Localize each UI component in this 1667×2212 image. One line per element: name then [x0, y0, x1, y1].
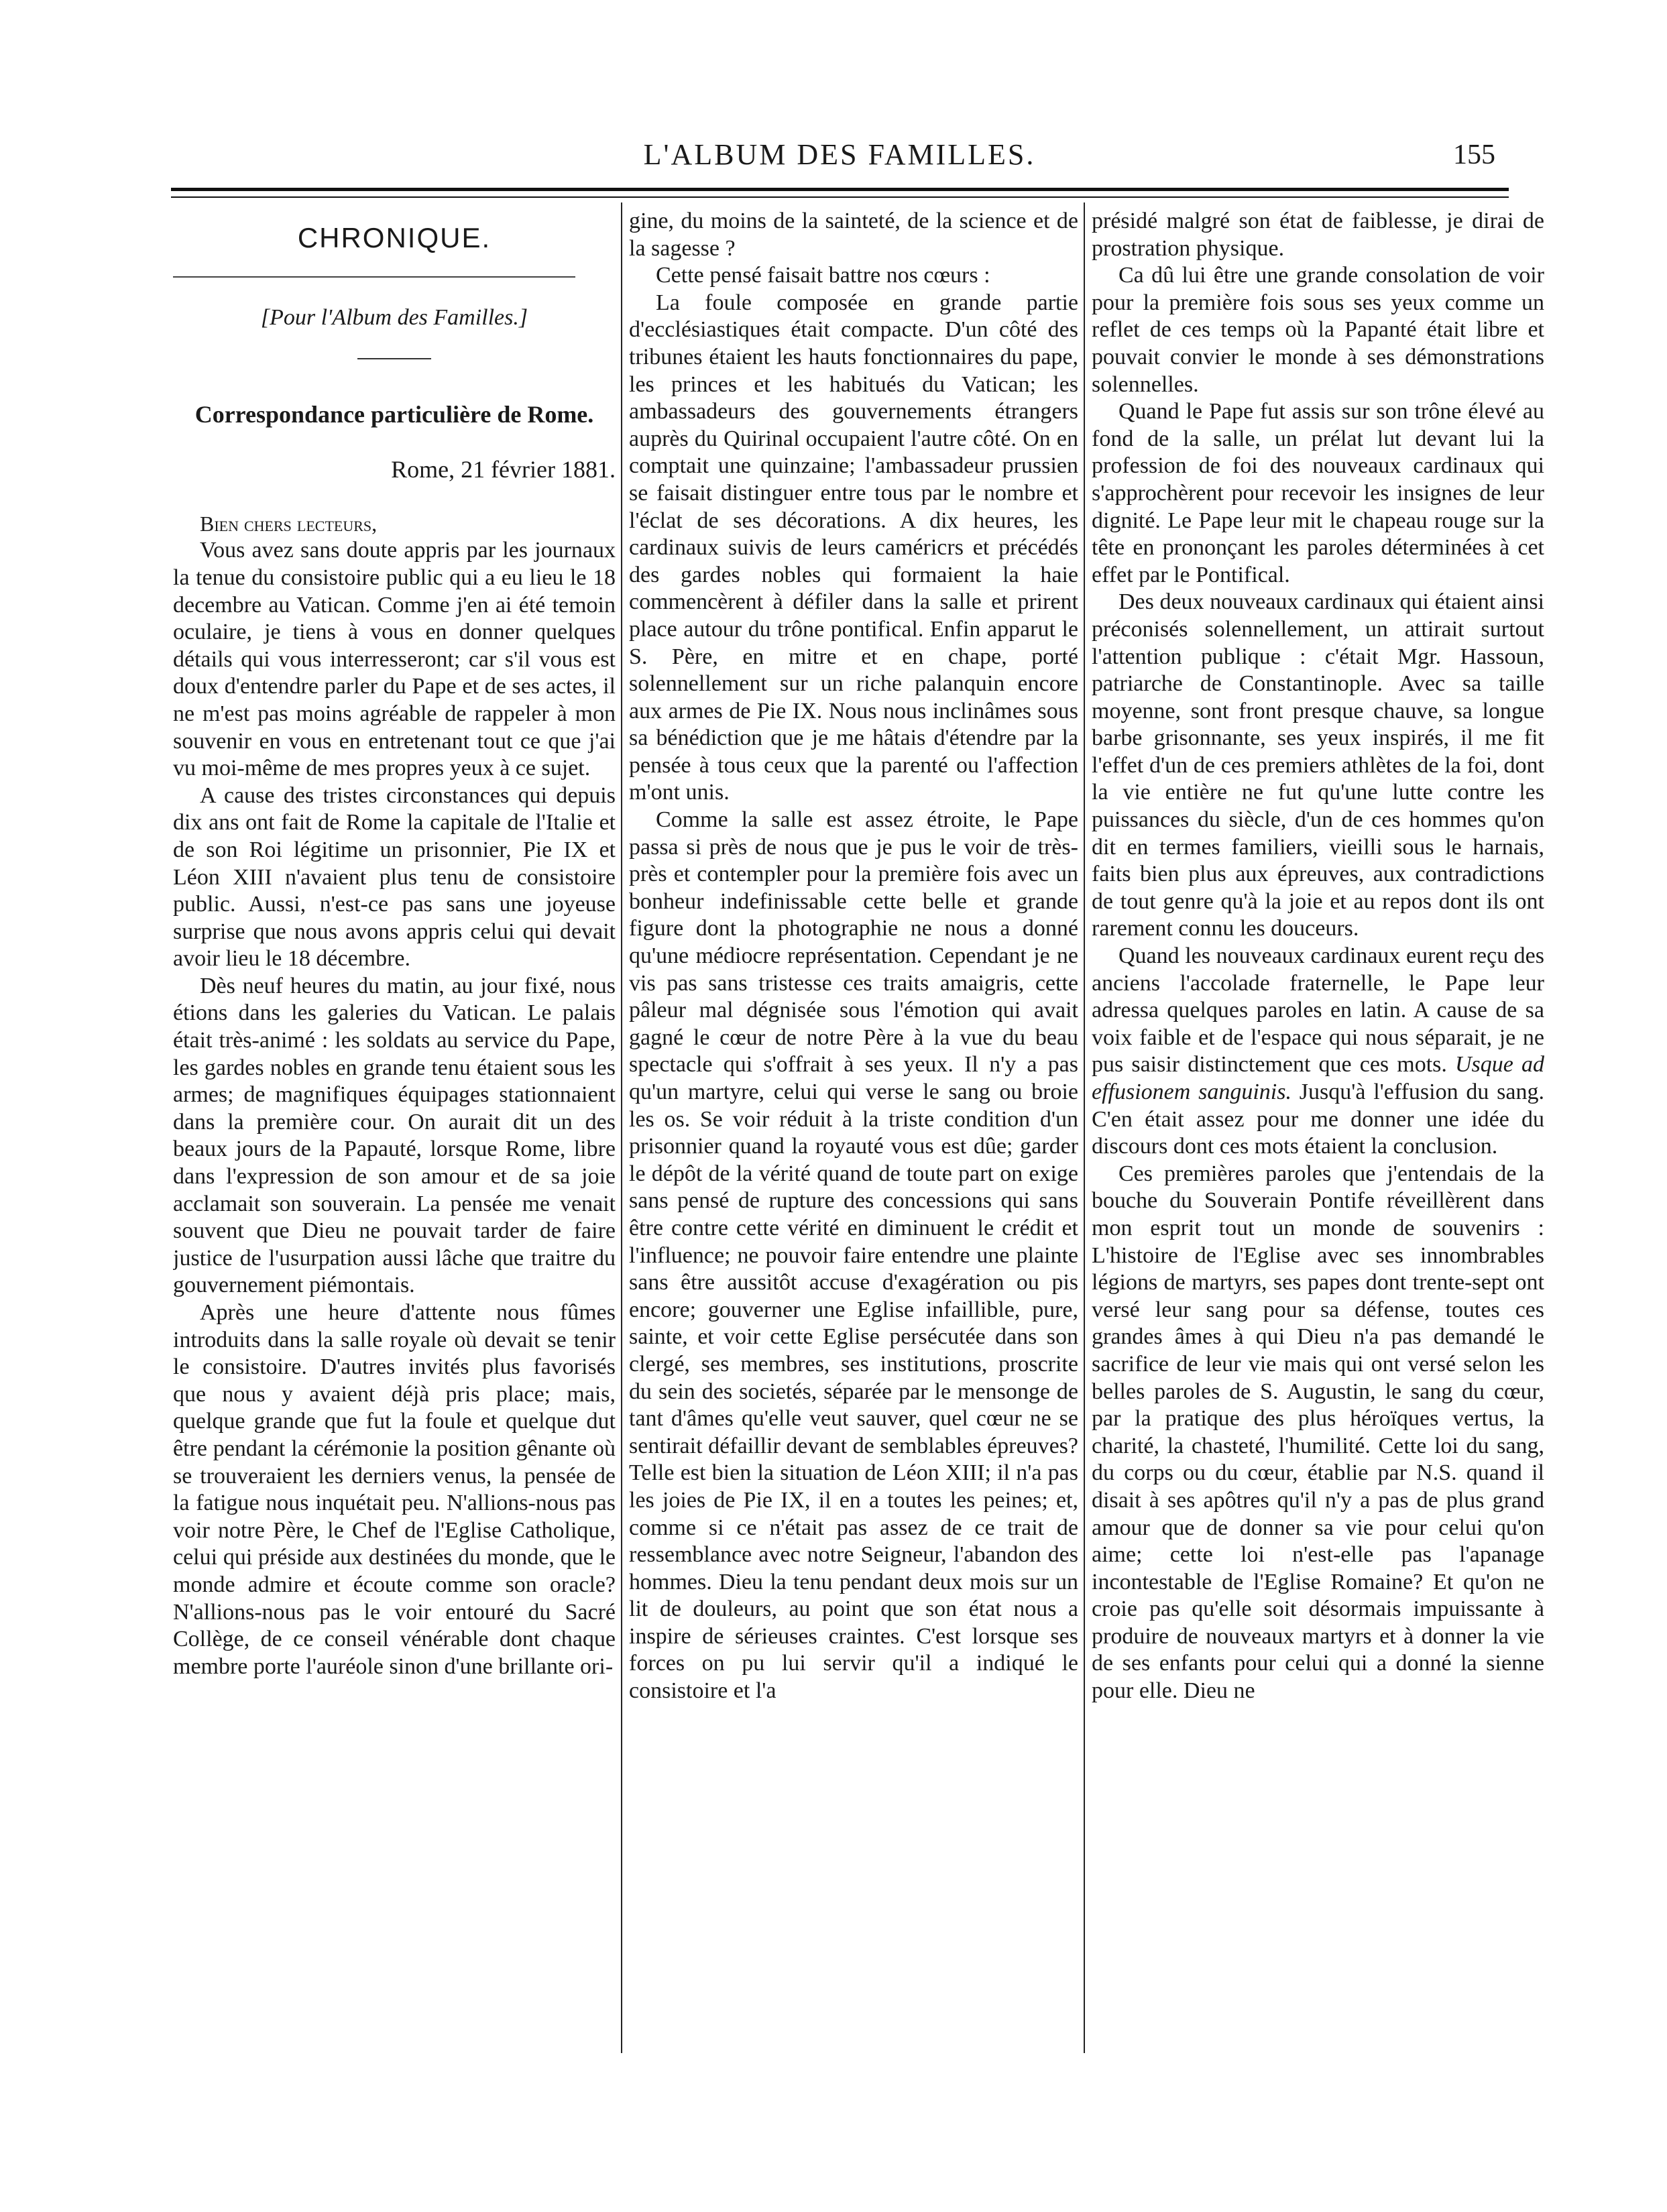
latin-quote: Usque ad effusionem sanguinis. — [1092, 1052, 1544, 1104]
column-1 — [173, 205, 616, 2075]
running-title: L'ALBUM DES FAMILLES. — [643, 138, 1036, 171]
page-number: 155 — [1453, 139, 1495, 170]
dateline: Rome, 21 février 1881. — [391, 456, 616, 483]
paragraph: Vous avez sans doute appris par les journaux la tenue du consistoire public qui a eu lieu le 18 decembre au Vatican. Comme j'en ai été temoin oculaire, je tiens à vous en donner quelques détails qui vous interresseront; car s'il vous est doux d'entendre parler du Pape et de ses actes, il ne m'est pas moins agréable de rappeler à mon souvenir en vous en entretenant tout ce que j'ai vu moi-même de mes propres yeux à ce sujet. — [173, 538, 616, 781]
column-3 — [1092, 208, 1544, 2079]
paragraph: Quand le Pape fut assis sur son trône élevé au fond de la salle, un prélat lut devant lui la profession de foi des nouveaux cardinaux qui s'approchèrent pour recevoir les insignes de leur dignité. Le Pape leur mit le chapeau rouge sur la tête en prononçant les paroles déterminées à cet effet par le Pontifical. — [1092, 399, 1544, 587]
short-rule — [357, 358, 431, 359]
paragraph: Ca dû lui être une grande consolation de voir pour la première fois sous ses yeux comme un reflet de ces temps où la Papanté était libre et pouvait convier le monde à ses démonstrations solennelles. — [1092, 263, 1544, 397]
paragraph: présidé malgré son état de faiblesse, je dirai de prostration physique. — [1092, 209, 1544, 261]
paragraph: Dès neuf heures du matin, au jour fixé, nous étions dans les galeries du Vatican. Le palais était très-animé : les soldats au service du Pape, les gardes nobles en grande tenu étaient sous les armes; de magnifiques équipages stationnaient dans la première cour. On aurait dit un des beaux jours de la Papauté, lorsque Rome, libre dans l'expression de son amour et de sa joie acclamait son souverain. La pensée me venait souvent que Dieu ne pouvait tarder de faire justice de l'usurpation aussi lâche que traitre du gouvernement piémontais. — [173, 973, 616, 1298]
paragraph: A cause des tristes circonstances qui depuis dix ans ont fait de Rome la capitale de l'Italie et de son Roi légitime un prisonnier, Pie IX et Léon XIII n'avaient plus tenu de consistoire public. Aussi, n'est-ce pas sans une joyeuse surprise que nous avons appris celui qui devait avoir lieu le 18 décembre. — [173, 782, 616, 972]
section-title: CHRONIQUE. — [297, 222, 492, 253]
salutation: Bien chers lecteurs, — [200, 511, 378, 536]
column-divider — [1084, 202, 1085, 2053]
header-rule-thin — [171, 196, 1509, 198]
text-run: Quand les nouveaux cardinaux eurent reçu des anciens l'accolade fraternelle, le Pape leur adressa quelques paroles en latin. A cause de sa voix faible et de l'espace qui nous séparait, je ne pus saisir distinctement que ces mots. — [1092, 943, 1544, 1078]
header-rule — [171, 188, 1509, 191]
paragraph: Des deux nouveaux cardinaux qui étaient ainsi préconisés solennellement, un attirait surtout l'attention publique : c'était Mgr. Hassoun, patriarche de Constantinople. Avec sa taille moyenne, sont front presque chauve, sa longue barbe grisonnante, ses yeux inspirés, il me fit l'effet d'un de ces premiers athlètes de la foi, dont la vie entière ne fut qu'une lutte contre les puissances du siècle, d'un de ces hommes qu'on dit en termes familiers, vieilli sous le harnais, faits bien plus aux épreuves, aux contradictions de tout genre qu'à la joie et au repos dont ils ont rarement connu les douceurs. — [1092, 589, 1544, 941]
text-run: Jusqu'à l'effusion du sang. C'en était assez pour me donner une idée du discours dont ces mots étaient la conclusion. — [1092, 1080, 1544, 1159]
column-2 — [629, 208, 1078, 2079]
article-title: Correspondance particulière de Rome. — [194, 401, 594, 428]
paragraph: La foule composée en grande partie d'ecclésiastiques était compacte. D'un côté des tribunes étaient les hauts fonctionnaires du pape, les princes et les habitués du Vatican; les ambassadeurs des gouvernements étrangers auprès du Quirinal occupaient l'autre côté. On en comptait une quinzaine; l'ambassadeur prussien se faisait distinguer entre tous par le nombre et l'éclat de ses décorations. A dix heures, les cardinaux suivis de leurs caméricrs et précédés des gardes nobles qui formaient la haie commencèrent à défiler dans la salle et prirent place autour du trône pontifical. Enfin apparut le S. Père, en mitre et en chape, porté solennellement sur un riche palanquin encore aux armes de Pie IX. Nous nous inclinâmes sous sa bénédiction que je me hâtais d'étendre par la pensée à tous ceux que la parenté ou l'affection m'ont unis. — [629, 290, 1078, 805]
paragraph: Cette pensé faisait battre nos cœurs : — [656, 263, 990, 288]
section-rule — [173, 276, 575, 278]
paragraph: gine, du moins de la sainteté, de la science et de la sagesse ? — [629, 209, 1078, 261]
paragraph: Ces premières paroles que j'entendais de la bouche du Souverain Pontife réveillèrent dans mon esprit tout un monde de souvenirs : L'histoire de l'Eglise avec ses innombrables légions de martyrs, ses papes dont trente-sept ont versé leur sang pour sa défense, toutes ces grandes âmes à qui Dieu n'a pas demandé le sacrifice de leur vie mais qui ont versé selon les belles paroles de S. Augustin, le sang du cœur, par la pratique des plus héroïques vertus, la charité, la chasteté, l'humilité. Cette loi du sang, du corps ou du cœur, établie par N.S. quand il disait à ses apôtres qu'il n'y a pas de plus grand amour que de donner sa vie pour celui qu'on aime; cette loi n'est-elle pas l'apanage incontestable de l'Eglise Romaine? Et qu'on ne croie pas qu'elle soit désormais impuissante à produire de nouveaux martyrs et à donner la vie de ses enfants pour celui qui a donné la sienne pour elle. Dieu ne — [1092, 1161, 1544, 1704]
paragraph: Comme la salle est assez étroite, le Pape passa si près de nous que je pus le voir de très-près et contempler pour la première fois avec un bonheur indefinissable cette belle et grande figure dont la photographie ne nous a donné qu'une médiocre représentation. Cependant je ne vis pas sans tristesse ces traits amaigris, cette pâleur mal dégnisée sous l'émotion qui avait gagné le cœur de notre Père à la vue du beau spectacle qui s'offrait à ses yeux. Il n'y a pas qu'un martyre, celui qui verse le sang ou broie les os. Se voir réduit à la triste condition d'un prisonnier quand la royauté vous est dûe; garder le dépôt de la vérité quand de toute part on exige sans pensé de rupture des concessions qui sans être contre cette vérité en diminuent le crédit et l'influence; ne pouvoir faire entendre une plainte sans être aussitôt accuse d'exagération ou pis encore; gouverner une Eglise infaillible, pure, sainte, et voir cette Eglise persécutée dans son clergé, ses membres, ses institutions, proscrite du sein des societés, séparée par le mensonge de tant d'âmes qu'elle veut sauver, quel cœur ne se sentirait défaillir devant de semblables épreuves? Telle est bien la situation de Léon XIII; il n'a pas les joies de Pie IX, il en a toutes les peines; et, comme si ce n'était pas assez de ce trait de ressemblance avec notre Seigneur, l'abandon des hommes. Dieu la tenu pendant deux mois sur un lit de douleurs, au point que son état nous a inspire de sérieuses craintes. C'est lorsque ses forces on pu lui servir qu'il a indiqué le consistoire et l'a — [629, 807, 1078, 1704]
page-header — [176, 137, 1503, 178]
source-note: [Pour l'Album des Familles.] — [260, 304, 528, 330]
column-divider — [621, 202, 622, 2053]
paragraph — [1092, 943, 1544, 1161]
paragraph: Après une heure d'attente nous fûmes introduits dans la salle royale où devait se tenir le consistoire. D'autres invités plus favorisés que nous y avaient déjà pris place; mais, quelque grande que fut la foule et quelque dut être pendant la cérémonie la position gênante où se trouveraient les derniers venus, la pensée de la fatigue nous inquétait peu. N'allions-nous pas voir notre Père, le Chef de l'Eglise Catholique, celui qui préside aux destinées du monde, que le monde admire et écoute comme son oracle? N'allions-nous pas le voir entouré du Sacré Collège, de ce conseil vénérable dont chaque membre porte l'auréole sinon d'une brillante ori- — [173, 1300, 616, 1679]
